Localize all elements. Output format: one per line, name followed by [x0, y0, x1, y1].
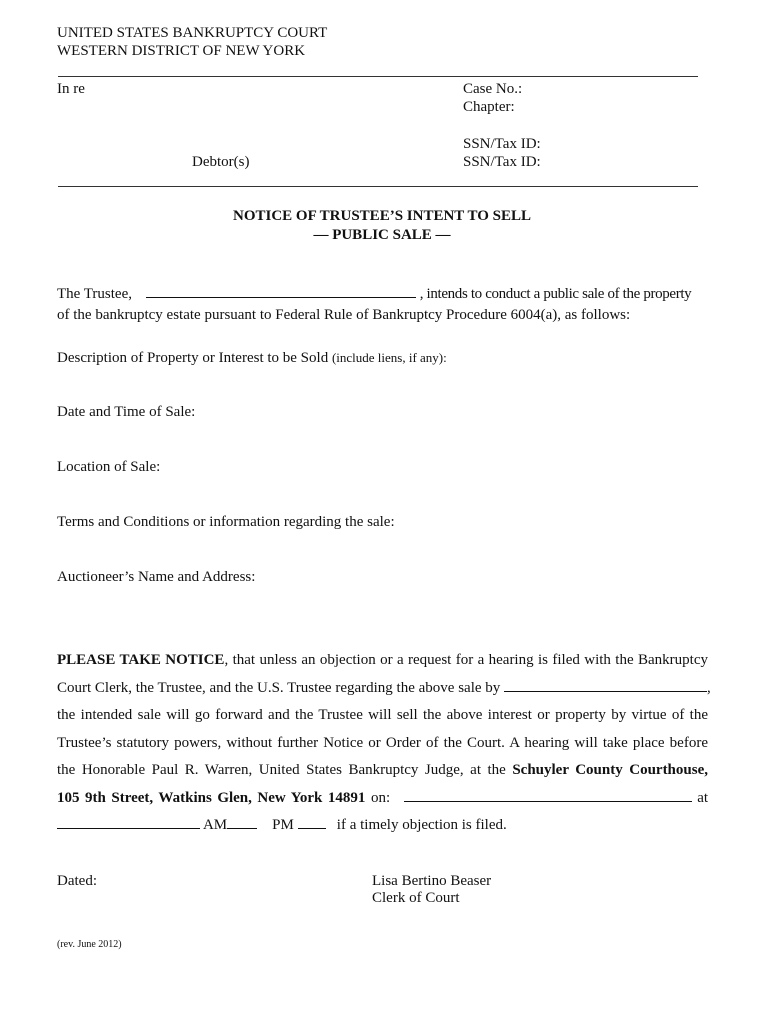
notice-line-2: Court Clerk, the Trustee, and the U.S. Trustee regarding the above sale by ,: [57, 675, 708, 703]
trustee-line: [57, 283, 691, 303]
clerk-title: Clerk of Court: [372, 890, 460, 906]
notice-line-5: the Honorable Paul R. Warren, United States Bankruptcy Judge, at the Schuyler County Courthouse,: [57, 762, 708, 778]
notice-line-7: AM PM if a timely objection is filed.: [57, 812, 708, 840]
notice-paragraph: [57, 647, 711, 840]
court-name: UNITED STATES BANKRUPTCY COURT: [57, 25, 328, 41]
hearing-date-blank: [404, 787, 692, 802]
notice-line-3: the intended sale will go forward and the Trustee will sell the above interest or property by virtue of the: [57, 707, 708, 723]
auctioneer-label: Auctioneer’s Name and Address:: [57, 569, 256, 585]
courthouse-name: Schuyler County Courthouse,: [512, 762, 708, 778]
top-rule: [58, 76, 698, 77]
dated-label: Dated:: [57, 873, 97, 889]
description-label: [57, 349, 447, 367]
ssn-label-1: SSN/Tax ID:: [463, 136, 541, 152]
bottom-rule: [58, 186, 698, 187]
objection-deadline-blank: [504, 677, 707, 692]
chapter-label: Chapter:: [463, 99, 515, 115]
intro-line-2: of the bankruptcy estate pursuant to Federal Rule of Bankruptcy Procedure 6004(a), as follows:: [57, 307, 631, 323]
trustee-prefix: The Trustee,: [57, 286, 132, 302]
notice-line-4: Trustee’s statutory powers, without further Notice or Order of the Court. A hearing will take place before: [57, 734, 708, 751]
trustee-name-blank: [146, 283, 416, 298]
courthouse-address: 105 9th Street, Watkins Glen, New York 14891: [57, 789, 366, 806]
ssn-label-2: SSN/Tax ID:: [463, 154, 541, 170]
notice-line-1: PLEASE TAKE NOTICE, that unless an objection or a request for a hearing is filed with the Bankruptcy: [57, 652, 708, 668]
description-text: Description of Property or Interest to be Sold: [57, 350, 329, 366]
trustee-suffix: , intends to conduct a public sale of the property: [419, 286, 692, 302]
case-no-label: Case No.:: [463, 81, 523, 97]
terms-label: Terms and Conditions or information regarding the sale:: [57, 514, 395, 530]
hearing-time-blank: [57, 814, 200, 829]
revision-note: (rev. June 2012): [57, 939, 122, 950]
location-label: Location of Sale:: [57, 459, 161, 475]
notice-lead: PLEASE TAKE NOTICE: [57, 652, 225, 668]
debtor-label: Debtor(s): [192, 154, 250, 170]
in-re-label: In re: [57, 81, 85, 97]
pm-blank: [298, 814, 326, 829]
clerk-name: Lisa Bertino Beaser: [372, 873, 492, 889]
date-time-label: Date and Time of Sale:: [57, 404, 196, 420]
notice-line-6: 105 9th Street, Watkins Glen, New York 14891 on: at: [57, 785, 708, 813]
court-district: WESTERN DISTRICT OF NEW YORK: [57, 43, 306, 59]
description-note: (include liens, if any):: [331, 350, 447, 365]
notice-subtitle: — PUBLIC SALE —: [313, 227, 451, 243]
am-blank: [227, 814, 257, 829]
notice-title: NOTICE OF TRUSTEE’S INTENT TO SELL: [232, 208, 532, 224]
